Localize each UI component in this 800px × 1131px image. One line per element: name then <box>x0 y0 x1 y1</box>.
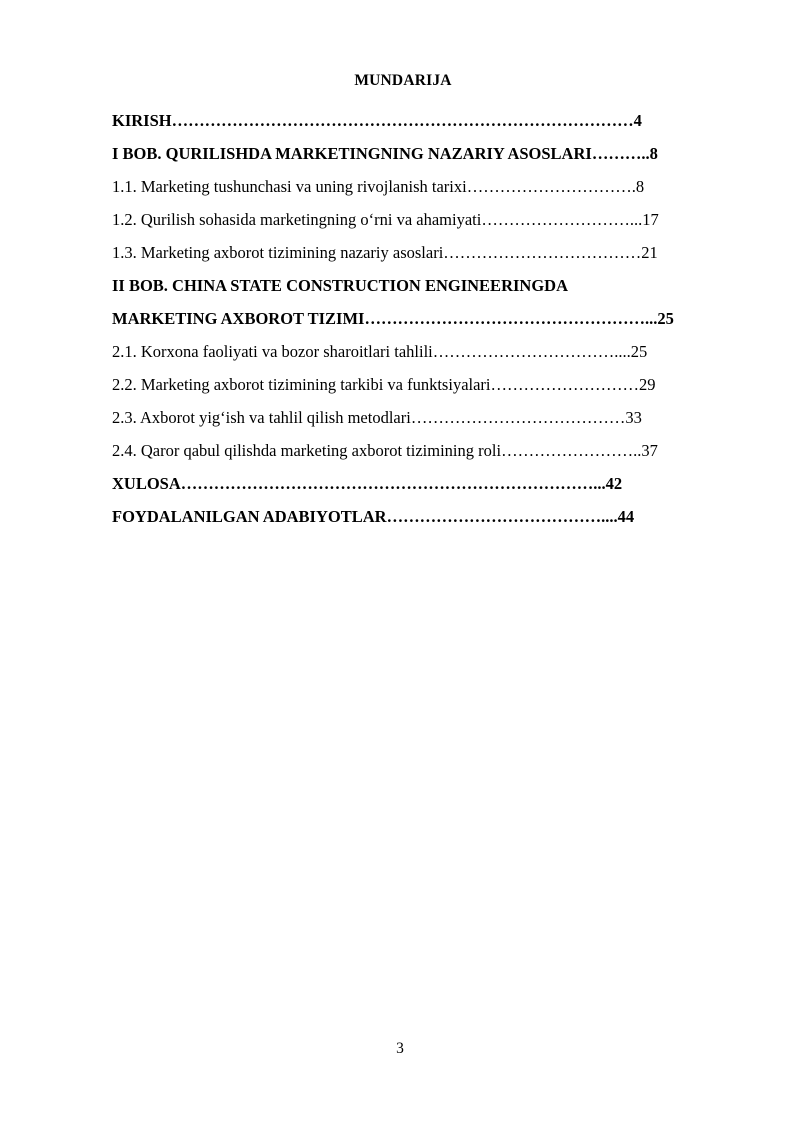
toc-entry-label: FOYDALANILGAN ADABIYOTLAR <box>112 507 387 526</box>
toc-entry-leader: ……………………………………………... <box>364 309 658 328</box>
toc-entry-leader: ……….. <box>591 144 650 163</box>
toc-entry-label: II BOB. CHINA STATE CONSTRUCTION ENGINEERINGDA <box>112 276 568 295</box>
toc-entry[interactable] <box>112 236 742 269</box>
toc-entry[interactable] <box>112 467 742 500</box>
toc-entry-leader: ……………………………… <box>443 243 642 262</box>
toc-entry-label: 1.2. Qurilish sohasida marketingning o‘rni va ahamiyati <box>112 210 482 229</box>
toc-entry[interactable] <box>112 368 742 401</box>
toc-entry-leader: ……………………… <box>490 375 640 394</box>
toc-entry-page: 42 <box>605 474 623 493</box>
toc-entry-leader: …………………………………………………………………... <box>180 474 606 493</box>
toc-entry-page: 29 <box>639 375 656 394</box>
toc-entry-label: 2.3. Axborot yig‘ish va tahlil qilish metodlari <box>112 408 411 427</box>
page-title: MUNDARIJA <box>354 72 452 89</box>
toc-entry[interactable] <box>112 269 742 302</box>
toc-entry-page: 17 <box>642 210 659 229</box>
toc-entry-label: XULOSA <box>112 474 181 493</box>
toc-entry-label: 1.3. Marketing axborot tizimining nazariy asoslari <box>112 243 444 262</box>
toc-entry[interactable] <box>112 104 742 137</box>
toc-entry-leader: …………………………. <box>466 177 636 196</box>
toc-entry[interactable] <box>112 302 742 335</box>
page-folio: 3 <box>396 1040 404 1057</box>
toc-entry[interactable] <box>112 434 742 467</box>
toc-entry-page: 37 <box>641 441 658 460</box>
toc-entry-page: 25 <box>630 342 648 361</box>
toc-entry-page: 33 <box>625 408 642 427</box>
toc-entry-page: 8 <box>635 177 645 196</box>
toc-entry-label: 2.1. Korxona faoliyati va bozor sharoitlari tahlili <box>112 342 433 361</box>
toc-entry-leader: ………………………………….... <box>386 507 618 526</box>
toc-entry-label: 2.4. Qaror qabul qilishda marketing axborot tizimining roli <box>112 441 502 460</box>
toc-entry[interactable] <box>112 170 742 203</box>
toc-entry-page: 25 <box>657 309 674 328</box>
toc-entry[interactable] <box>112 500 742 533</box>
toc-entry[interactable] <box>112 137 742 170</box>
toc-entry-leader: …………………….. <box>501 441 642 460</box>
toc-entry[interactable] <box>112 401 742 434</box>
toc-entry-label: 2.2. Marketing axborot tizimining tarkibi va funktsiyalari <box>112 375 491 394</box>
table-of-contents <box>112 72 742 533</box>
toc-entry-label: KIRISH <box>112 111 172 130</box>
toc-entry-leader: ………………………... <box>481 210 643 229</box>
toc-entry[interactable] <box>112 203 742 236</box>
toc-entry[interactable] <box>112 335 742 368</box>
toc-entry-leader: ………………………………………………………………………… <box>171 111 634 130</box>
toc-entry-page: 21 <box>641 243 658 262</box>
toc-entry-label: I BOB. QURILISHDA MARKETINGNING NAZARIY ASOSLARI <box>112 144 592 163</box>
toc-entry-leader: ………………………………… <box>410 408 626 427</box>
toc-entry-label: MARKETING AXBOROT TIZIMI <box>112 309 365 328</box>
toc-entry-page: 4 <box>633 111 642 130</box>
toc-entry-leader: …………………………….... <box>432 342 631 361</box>
toc-list <box>112 104 742 533</box>
toc-entry-label: 1.1. Marketing tushunchasi va uning rivojlanish tarixi <box>112 177 467 196</box>
toc-entry-page: 44 <box>617 507 635 526</box>
toc-entry-page: 8 <box>649 144 658 163</box>
